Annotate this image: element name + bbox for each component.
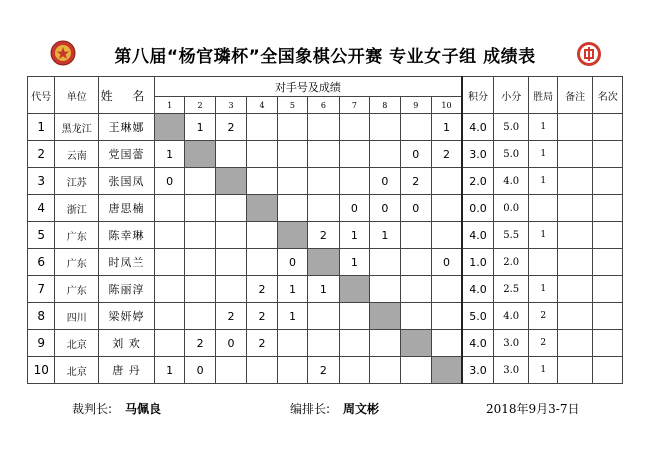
player-unit: 广东 <box>55 222 99 249</box>
score-cell <box>370 114 400 141</box>
score-cell <box>339 141 369 168</box>
score-cell: 0 <box>370 168 400 195</box>
player-code: 8 <box>28 303 55 330</box>
player-name: 党国蕾 <box>99 141 155 168</box>
player-code: 5 <box>28 222 55 249</box>
score-cell <box>185 222 215 249</box>
score-cell <box>247 249 277 276</box>
score-cell <box>277 357 307 384</box>
page-footer <box>0 400 650 420</box>
self-cell <box>247 195 277 222</box>
emblem-icon <box>50 40 76 66</box>
score-cell: 2 <box>185 330 215 357</box>
player-unit: 广东 <box>55 249 99 276</box>
self-cell <box>215 168 246 195</box>
table-row <box>28 114 623 141</box>
score-cell <box>339 357 369 384</box>
score-cell: 1 <box>154 141 184 168</box>
page-title: 第八届“杨官璘杯”全国象棋公开赛 专业女子组 成绩表 <box>114 47 536 67</box>
wins-cell: 2 <box>529 303 557 330</box>
score-cell <box>154 195 184 222</box>
table-row <box>28 168 623 195</box>
score-cell <box>432 330 462 357</box>
player-code: 10 <box>28 357 55 384</box>
score-cell: 1 <box>277 303 307 330</box>
rank-cell <box>593 222 623 249</box>
score-cell <box>185 195 215 222</box>
score-cell <box>247 357 277 384</box>
sub-score-cell: 2.0 <box>493 249 529 276</box>
player-code: 2 <box>28 141 55 168</box>
arranger-label: 编排长: <box>290 402 331 416</box>
player-name: 刘 欢 <box>99 330 155 357</box>
rank-cell <box>593 276 623 303</box>
score-cell <box>154 330 184 357</box>
score-cell <box>400 303 431 330</box>
score-cell <box>370 141 400 168</box>
score-cell: 0 <box>432 249 462 276</box>
score-cell <box>308 303 339 330</box>
score-cell: 1 <box>308 276 339 303</box>
score-cell <box>339 168 369 195</box>
score-cell: 1 <box>339 249 369 276</box>
score-cell <box>400 222 431 249</box>
score-cell: 1 <box>185 114 215 141</box>
table-row <box>28 141 623 168</box>
sub-score-cell: 5.5 <box>493 222 529 249</box>
points-cell: 3.0 <box>462 357 493 384</box>
player-code: 9 <box>28 330 55 357</box>
score-cell: 2 <box>215 114 246 141</box>
notes-cell <box>557 330 593 357</box>
points-cell: 5.0 <box>462 303 493 330</box>
player-unit: 云南 <box>55 141 99 168</box>
player-name: 王琳娜 <box>99 114 155 141</box>
score-cell <box>154 249 184 276</box>
wins-cell: 1 <box>529 276 557 303</box>
self-cell <box>154 114 184 141</box>
table-row <box>28 222 623 249</box>
points-cell: 4.0 <box>462 114 493 141</box>
wins-cell <box>529 249 557 276</box>
points-cell: 3.0 <box>462 141 493 168</box>
score-cell <box>247 168 277 195</box>
wins-cell: 1 <box>529 222 557 249</box>
score-cell: 0 <box>154 168 184 195</box>
score-cell: 1 <box>432 114 462 141</box>
score-cell <box>400 357 431 384</box>
player-code: 6 <box>28 249 55 276</box>
wins-cell: 2 <box>529 330 557 357</box>
player-name: 梁妍婷 <box>99 303 155 330</box>
score-cell <box>432 222 462 249</box>
score-cell <box>308 330 339 357</box>
score-cell <box>339 114 369 141</box>
score-cell: 1 <box>339 222 369 249</box>
table-row <box>28 195 623 222</box>
score-cell <box>339 330 369 357</box>
score-cell: 2 <box>247 276 277 303</box>
opponent-number-10: 10 <box>432 97 462 114</box>
player-unit: 广东 <box>55 276 99 303</box>
score-cell <box>215 357 246 384</box>
player-name: 时凤兰 <box>99 249 155 276</box>
score-cell <box>215 195 246 222</box>
points-cell: 4.0 <box>462 222 493 249</box>
notes-cell <box>557 168 593 195</box>
table-row <box>28 357 623 384</box>
score-cell: 0 <box>277 249 307 276</box>
referee-label: 裁判长: <box>72 402 113 416</box>
header-code: 代号 <box>28 77 55 114</box>
player-unit: 黑龙江 <box>55 114 99 141</box>
notes-cell <box>557 141 593 168</box>
score-cell <box>370 276 400 303</box>
score-cell: 2 <box>432 141 462 168</box>
score-cell <box>400 114 431 141</box>
rank-cell <box>593 195 623 222</box>
self-cell <box>308 249 339 276</box>
score-cell: 1 <box>154 357 184 384</box>
score-cell <box>215 222 246 249</box>
points-cell: 4.0 <box>462 276 493 303</box>
score-cell: 2 <box>308 222 339 249</box>
sub-score-cell: 3.0 <box>493 357 529 384</box>
score-cell <box>215 276 246 303</box>
player-name: 张国凤 <box>99 168 155 195</box>
score-cell <box>432 168 462 195</box>
score-cell: 1 <box>277 276 307 303</box>
sub-score-cell: 5.0 <box>493 141 529 168</box>
points-cell: 4.0 <box>462 330 493 357</box>
score-cell <box>185 249 215 276</box>
score-cell: 2 <box>247 303 277 330</box>
header-name: 姓 名 <box>99 77 155 114</box>
score-cell <box>400 249 431 276</box>
score-cell <box>370 330 400 357</box>
score-cell <box>185 276 215 303</box>
score-cell <box>370 249 400 276</box>
opponent-number-2: 2 <box>185 97 215 114</box>
sub-score-cell: 4.0 <box>493 303 529 330</box>
rank-cell <box>593 141 623 168</box>
sub-score-cell: 5.0 <box>493 114 529 141</box>
self-cell <box>277 222 307 249</box>
header-row <box>28 77 623 97</box>
score-cell <box>215 141 246 168</box>
opponent-number-3: 3 <box>215 97 246 114</box>
score-cell: 0 <box>400 195 431 222</box>
player-code: 4 <box>28 195 55 222</box>
opponent-number-8: 8 <box>370 97 400 114</box>
rank-cell <box>593 249 623 276</box>
header-points: 积分 <box>462 77 493 114</box>
player-unit: 江苏 <box>55 168 99 195</box>
player-unit: 北京 <box>55 330 99 357</box>
score-cell: 0 <box>215 330 246 357</box>
score-cell <box>277 195 307 222</box>
score-cell: 0 <box>185 357 215 384</box>
score-cell <box>154 303 184 330</box>
score-cell <box>308 141 339 168</box>
player-name: 唐 丹 <box>99 357 155 384</box>
notes-cell <box>557 222 593 249</box>
score-cell <box>432 195 462 222</box>
notes-cell <box>557 357 593 384</box>
score-cell <box>185 168 215 195</box>
score-cell <box>247 114 277 141</box>
player-code: 7 <box>28 276 55 303</box>
score-cell <box>277 141 307 168</box>
score-cell <box>154 222 184 249</box>
player-unit: 四川 <box>55 303 99 330</box>
rank-cell <box>593 114 623 141</box>
score-cell <box>308 114 339 141</box>
table-row <box>28 249 623 276</box>
score-cell <box>277 114 307 141</box>
score-cell <box>277 330 307 357</box>
notes-cell <box>557 276 593 303</box>
sub-score-cell: 2.5 <box>493 276 529 303</box>
score-cell <box>185 303 215 330</box>
player-name: 陈幸琳 <box>99 222 155 249</box>
opponent-number-5: 5 <box>277 97 307 114</box>
score-cell <box>308 195 339 222</box>
score-cell <box>215 249 246 276</box>
points-cell: 2.0 <box>462 168 493 195</box>
opponent-number-7: 7 <box>339 97 369 114</box>
event-date: 2018年9月3-7日 <box>486 402 580 416</box>
wins-cell: 1 <box>529 114 557 141</box>
wins-cell <box>529 195 557 222</box>
notes-cell <box>557 303 593 330</box>
page-header <box>0 30 650 74</box>
notes-cell <box>557 114 593 141</box>
score-cell <box>247 222 277 249</box>
header-rank: 名次 <box>593 77 623 114</box>
score-cell <box>370 357 400 384</box>
rank-cell <box>593 168 623 195</box>
player-name: 唐思楠 <box>99 195 155 222</box>
score-cell: 2 <box>308 357 339 384</box>
header-opponents: 对手号及成绩 <box>154 77 462 97</box>
self-cell <box>185 141 215 168</box>
player-unit: 北京 <box>55 357 99 384</box>
header-unit: 单位 <box>55 77 99 114</box>
score-cell: 0 <box>400 141 431 168</box>
score-cell <box>339 303 369 330</box>
player-unit: 浙江 <box>55 195 99 222</box>
arranger-name: 周文彬 <box>343 402 380 416</box>
score-cell: 0 <box>370 195 400 222</box>
header-notes: 备注 <box>557 77 593 114</box>
sub-score-cell: 4.0 <box>493 168 529 195</box>
self-cell <box>432 357 462 384</box>
player-name: 陈丽淳 <box>99 276 155 303</box>
player-code: 3 <box>28 168 55 195</box>
notes-cell <box>557 249 593 276</box>
table-row <box>28 303 623 330</box>
score-cell <box>432 303 462 330</box>
player-code: 1 <box>28 114 55 141</box>
score-cell <box>308 168 339 195</box>
self-cell <box>370 303 400 330</box>
opponent-number-6: 6 <box>308 97 339 114</box>
score-cell <box>247 141 277 168</box>
score-cell: 2 <box>400 168 431 195</box>
table-row <box>28 330 623 357</box>
score-cell: 1 <box>370 222 400 249</box>
header-wins: 胜局 <box>529 77 557 114</box>
points-cell: 0.0 <box>462 195 493 222</box>
score-cell <box>432 276 462 303</box>
opponent-number-4: 4 <box>247 97 277 114</box>
referee-name: 马佩良 <box>125 402 162 416</box>
table-row <box>28 276 623 303</box>
score-cell: 0 <box>339 195 369 222</box>
self-cell <box>339 276 369 303</box>
score-cell <box>154 276 184 303</box>
self-cell <box>400 330 431 357</box>
notes-cell <box>557 195 593 222</box>
score-cell <box>400 276 431 303</box>
header-sub-score: 小分 <box>493 77 529 114</box>
opponent-number-1: 1 <box>154 97 184 114</box>
wins-cell: 1 <box>529 357 557 384</box>
sub-score-cell: 3.0 <box>493 330 529 357</box>
sub-score-cell: 0.0 <box>493 195 529 222</box>
results-table <box>27 76 623 384</box>
score-cell: 2 <box>215 303 246 330</box>
rank-cell <box>593 357 623 384</box>
opponent-number-9: 9 <box>400 97 431 114</box>
rank-cell <box>593 303 623 330</box>
rank-cell <box>593 330 623 357</box>
wins-cell: 1 <box>529 141 557 168</box>
score-cell <box>277 168 307 195</box>
score-cell: 2 <box>247 330 277 357</box>
chess-association-logo-icon <box>576 41 602 67</box>
points-cell: 1.0 <box>462 249 493 276</box>
wins-cell: 1 <box>529 168 557 195</box>
